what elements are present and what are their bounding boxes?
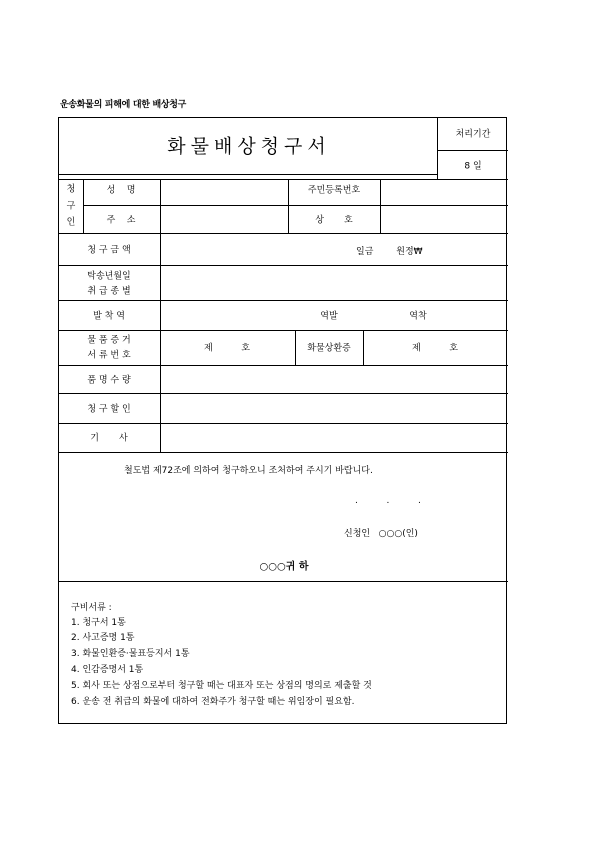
handling-type-label: 취 급 종 별 — [87, 286, 131, 297]
divider — [363, 330, 364, 365]
divider — [437, 118, 438, 180]
shipping-date-label: 탁송년월일 — [87, 271, 131, 282]
applicant-signature: 신청인 ○○○(인) — [344, 529, 418, 539]
claim-form — [58, 117, 507, 724]
attachment-item: 3. 화물인환증·물표등지서 1통 — [71, 649, 190, 659]
departure-station: 역발 — [320, 311, 338, 322]
claim-amount-label: 청 구 금 액 — [87, 245, 131, 256]
doc-label-line2: 서 류 번 호 — [87, 350, 131, 361]
id-number-label: 주민등록번호 — [307, 185, 361, 196]
claim-reason-label: 청 구 할 인 — [87, 404, 131, 415]
attachment-item: 1. 청구서 1통 — [71, 618, 126, 628]
divider — [59, 179, 508, 180]
doc-number-2: 제 호 — [412, 343, 458, 354]
divider — [295, 330, 296, 365]
station-label: 발 착 역 — [93, 311, 125, 322]
document-caption: 운송화물의 피해에 대한 배상청구 — [60, 100, 187, 110]
address-label: 주 소 — [106, 215, 136, 226]
item-quantity-label: 품 명 수 량 — [87, 375, 131, 386]
attachments-heading: 구비서류 : — [71, 603, 112, 613]
form-title: 화물배상청구서 — [167, 135, 331, 158]
doc-number-1: 제 호 — [204, 343, 250, 354]
divider — [59, 452, 508, 453]
divider — [59, 233, 508, 234]
name-label: 성 명 — [106, 185, 136, 196]
divider — [59, 581, 508, 582]
doc-label-line1: 물 품 증 거 — [87, 335, 131, 346]
processing-period-label: 처리기간 — [455, 129, 491, 140]
divider — [59, 265, 508, 266]
divider — [59, 365, 508, 366]
recipient: ○○○귀 하 — [259, 561, 309, 573]
attachment-item: 2. 사고증명 1통 — [71, 633, 135, 643]
divider — [288, 179, 289, 233]
claimant-label-char: 인 — [66, 217, 76, 228]
divider — [380, 179, 381, 233]
divider — [59, 393, 508, 394]
claimant-label-char: 구 — [66, 201, 76, 212]
attachment-item: 5. 회사 또는 상점으로부터 청구할 때는 대표자 또는 상점의 명의로 제출할 것 — [71, 681, 372, 691]
divider — [59, 423, 508, 424]
claimant-label-char: 청 — [66, 184, 76, 195]
divider — [83, 205, 508, 206]
note-label: 기 사 — [90, 433, 128, 444]
divider — [59, 174, 437, 175]
attachment-item: 4. 인감증명서 1통 — [71, 665, 144, 675]
arrival-station: 역착 — [409, 311, 427, 322]
divider — [160, 179, 161, 452]
divider — [59, 330, 508, 331]
divider — [83, 179, 84, 233]
trade-name-label: 상 호 — [315, 215, 353, 226]
processing-period-value: 8 일 — [464, 161, 482, 172]
divider — [59, 300, 508, 301]
cargo-exchange-label: 화물상환증 — [307, 343, 351, 354]
divider — [437, 150, 508, 151]
request-statement: 철도법 제72조에 의하여 청구하오니 조처하여 주시기 바랍니다. — [124, 466, 373, 476]
claim-amount-unit: 일금 원정₩ — [356, 247, 423, 257]
date-marks: . . . — [355, 496, 421, 506]
attachment-item: 6. 운송 전 취급의 화물에 대하여 전화주가 청구할 때는 위임장이 필요함. — [71, 697, 355, 707]
